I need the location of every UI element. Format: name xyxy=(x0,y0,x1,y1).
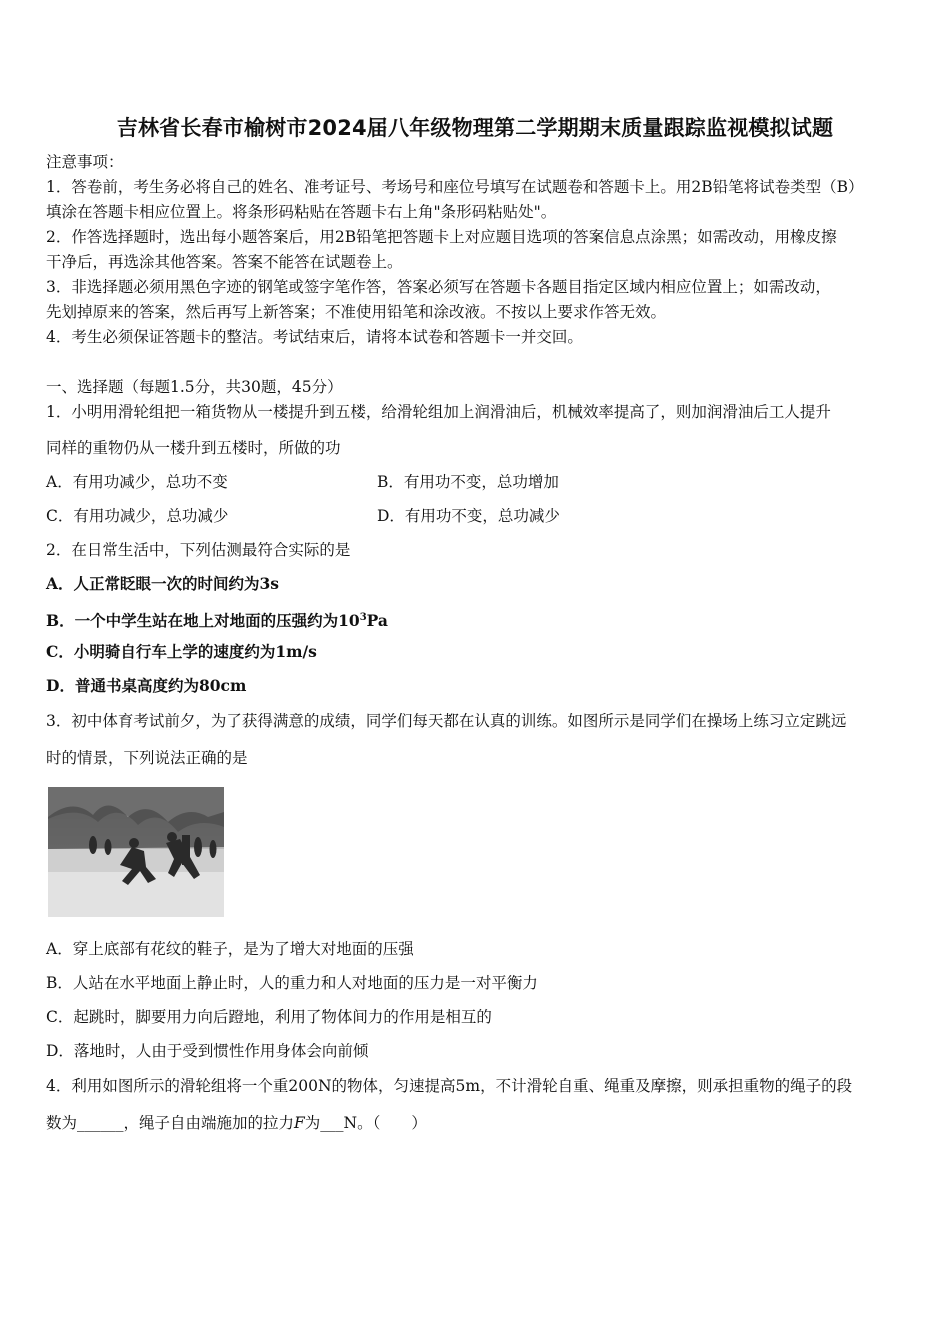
question-3-option-b: B．人站在水平地面上静止时，人的重力和人对地面的压力是一对平衡力 xyxy=(46,974,538,992)
question-1-option-a: A．有用功减少，总功不变 xyxy=(46,473,228,491)
notice-line: 干净后，再选涂其他答案。答案不能答在试题卷上。 xyxy=(46,253,403,271)
option-b-text: B．一个中学生站在地上对地面的压强约为10 xyxy=(46,611,360,631)
notice-line: 2．作答选择题时，选出每小题答案后，用2B铅笔把答题卡上对应题目选项的答案信息点涂黑；如需改动，用橡皮擦 xyxy=(46,228,837,246)
question-4-stem xyxy=(46,1113,427,1133)
notice-line: 4．考生必须保证答题卡的整洁。考试结束后，请将本试卷和答题卡一并交回。 xyxy=(46,328,583,346)
notice-line: 填涂在答题卡相应位置上。将条形码粘贴在答题卡右上角"条形码粘贴处"。 xyxy=(46,203,557,221)
question-1-option-d: D．有用功不变，总功减少 xyxy=(377,507,560,525)
notice-line: 先划掉原来的答案，然后再写上新答案；不准使用铅笔和涂改液。不按以上要求作答无效。 xyxy=(46,303,667,321)
force-symbol: F xyxy=(294,1114,305,1132)
exponent: 3 xyxy=(359,612,367,623)
question-2-option-a: A．人正常眨眼一次的时间约为3s xyxy=(46,574,280,593)
question-1-option-c: C．有用功减少，总功减少 xyxy=(46,507,229,525)
question-3-option-c: C．起跳时，脚要用力向后蹬地，利用了物体间力的作用是相互的 xyxy=(46,1008,492,1026)
question-2-stem: 2．在日常生活中，下列估测最符合实际的是 xyxy=(46,541,351,559)
question-4-stem: 4．利用如图所示的滑轮组将一个重200N的物体，匀速提高5m，不计滑轮自重、绳重及摩擦，则承担重物的绳子的段 xyxy=(46,1077,853,1095)
question-2-option-b xyxy=(46,608,388,631)
question-3-stem: 时的情景，下列说法正确的是 xyxy=(46,749,248,767)
blank-count: 数为______，绳子自由端施加的拉力 xyxy=(46,1114,295,1132)
question-2-option-d: D．普通书桌高度约为80cm xyxy=(46,676,247,695)
question-1-stem: 同样的重物仍从一楼升到五楼时，所做的功 xyxy=(46,439,341,457)
question-3-option-a: A．穿上底部有花纹的鞋子，是为了增大对地面的压强 xyxy=(46,940,414,958)
notice-heading: 注意事项： xyxy=(46,153,124,171)
notice-line: 3．非选择题必须用黑色字迹的钢笔或签字笔作答，答案必须写在答题卡各题目指定区域内相应位置上；如需改动， xyxy=(46,278,831,296)
blank-force: 为___N。（ ） xyxy=(304,1114,427,1132)
question-3-stem: 3．初中体育考试前夕，为了获得满意的成绩，同学们每天都在认真的训练。如图所示是同学们在操场上练习立定跳远 xyxy=(46,712,847,730)
page-title: 吉林省长春市榆树市2024届八年级物理第二学期期末质量跟踪监视模拟试题 xyxy=(116,116,834,140)
long-jump-photo xyxy=(48,787,224,917)
section-heading: 一、选择题（每题1.5分，共30题，45分） xyxy=(46,378,343,396)
question-1-stem: 1．小明用滑轮组把一箱货物从一楼提升到五楼，给滑轮组加上润滑油后，机械效率提高了，则加润滑油后工人提升 xyxy=(46,403,831,421)
question-2-option-c: C．小明骑自行车上学的速度约为1m/s xyxy=(46,642,317,661)
question-3-option-d: D．落地时，人由于受到惯性作用身体会向前倾 xyxy=(46,1042,369,1060)
notice-line: 1．答卷前，考生务必将自己的姓名、准考证号、考场号和座位号填写在试题卷和答题卡上。用2B铅笔将试卷类型（B） xyxy=(46,178,864,196)
question-1-option-b: B．有用功不变，总功增加 xyxy=(377,473,559,491)
unit: Pa xyxy=(366,611,388,631)
